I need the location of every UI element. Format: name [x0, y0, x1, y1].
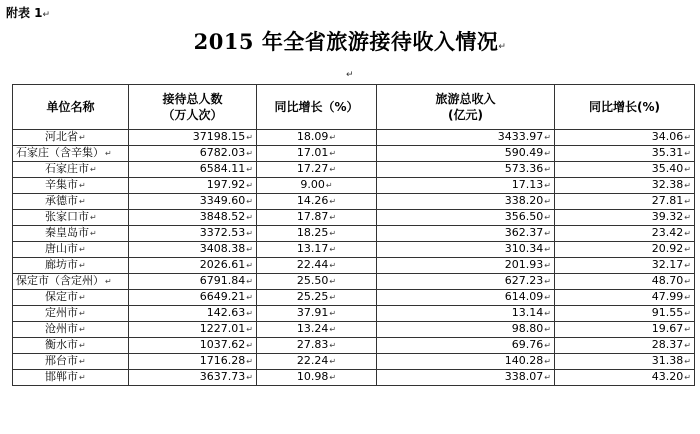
table-row	[13, 226, 695, 242]
cell-revenue: 17.13↵	[377, 178, 555, 194]
cell-visitors: 6649.21↵	[129, 290, 257, 306]
cell-revenue-growth: 91.55↵	[555, 306, 695, 322]
cell-visitors-growth: 13.17↵	[257, 242, 377, 258]
cell-revenue: 627.23↵	[377, 274, 555, 290]
cell-visitors-growth: 22.24↵	[257, 354, 377, 370]
cell-revenue: 614.09↵	[377, 290, 555, 306]
cell-revenue-growth: 34.06↵	[555, 130, 695, 146]
cell-unit-name: 石家庄（含辛集）↵	[13, 146, 129, 162]
cell-visitors: 2026.61↵	[129, 258, 257, 274]
cell-visitors-growth: 18.09↵	[257, 130, 377, 146]
cell-unit-name: 保定市（含定州）↵	[13, 274, 129, 290]
cell-revenue-growth: 31.38↵	[555, 354, 695, 370]
cell-visitors-growth: 25.25↵	[257, 290, 377, 306]
cell-visitors-growth: 17.87↵	[257, 210, 377, 226]
cell-revenue: 69.76↵	[377, 338, 555, 354]
cell-visitors: 6584.11↵	[129, 162, 257, 178]
table-row	[13, 130, 695, 146]
cell-visitors: 3349.60↵	[129, 194, 257, 210]
cell-revenue: 356.50↵	[377, 210, 555, 226]
cell-revenue: 362.37↵	[377, 226, 555, 242]
cell-visitors-growth: 17.27↵	[257, 162, 377, 178]
cell-revenue-growth: 28.37↵	[555, 338, 695, 354]
header-revenue-growth: 同比增长(%)	[555, 85, 695, 130]
cell-revenue: 590.49↵	[377, 146, 555, 162]
paragraph-mark: ↵	[346, 70, 354, 80]
cell-revenue-growth: 35.40↵	[555, 162, 695, 178]
cell-unit-name: 秦皇岛市↵	[13, 226, 129, 242]
cell-visitors: 1227.01↵	[129, 322, 257, 338]
cell-revenue: 13.14↵	[377, 306, 555, 322]
cell-visitors-growth: 13.24↵	[257, 322, 377, 338]
cell-visitors: 142.63↵	[129, 306, 257, 322]
cell-visitors-growth: 14.26↵	[257, 194, 377, 210]
table-row	[13, 210, 695, 226]
cell-visitors: 3848.52↵	[129, 210, 257, 226]
table-row	[13, 354, 695, 370]
cell-unit-name: 沧州市↵	[13, 322, 129, 338]
cell-unit-name: 辛集市↵	[13, 178, 129, 194]
cell-revenue: 338.20↵	[377, 194, 555, 210]
cell-visitors-growth: 18.25↵	[257, 226, 377, 242]
cell-revenue-growth: 23.42↵	[555, 226, 695, 242]
cell-visitors-growth: 17.01↵	[257, 146, 377, 162]
cell-visitors: 37198.15↵	[129, 130, 257, 146]
table-row	[13, 274, 695, 290]
cell-revenue: 3433.97↵	[377, 130, 555, 146]
cell-visitors: 6791.84↵	[129, 274, 257, 290]
cell-visitors: 3372.53↵	[129, 226, 257, 242]
cell-revenue-growth: 47.99↵	[555, 290, 695, 306]
cell-visitors: 3408.38↵	[129, 242, 257, 258]
tourism-revenue-table	[12, 84, 695, 386]
header-unit-name: 单位名称	[13, 85, 129, 130]
cell-visitors: 1037.62↵	[129, 338, 257, 354]
cell-revenue-growth: 39.32↵	[555, 210, 695, 226]
table-row	[13, 370, 695, 386]
cell-unit-name: 衡水市↵	[13, 338, 129, 354]
cell-revenue-growth: 35.31↵	[555, 146, 695, 162]
cell-unit-name: 廊坊市↵	[13, 258, 129, 274]
cell-revenue: 140.28↵	[377, 354, 555, 370]
cell-revenue: 338.07↵	[377, 370, 555, 386]
cell-revenue-growth: 43.20↵	[555, 370, 695, 386]
cell-visitors-growth: 27.83↵	[257, 338, 377, 354]
cell-revenue-growth: 27.81↵	[555, 194, 695, 210]
cell-revenue: 201.93↵	[377, 258, 555, 274]
cell-revenue: 573.36↵	[377, 162, 555, 178]
document-title: 2015 年全省旅游接待收入情况↵	[193, 29, 507, 54]
cell-unit-name: 保定市↵	[13, 290, 129, 306]
cell-unit-name: 石家庄市↵	[13, 162, 129, 178]
cell-revenue-growth: 20.92↵	[555, 242, 695, 258]
table-row	[13, 178, 695, 194]
appendix-label: 附表 1↵	[6, 6, 51, 20]
cell-visitors: 1716.28↵	[129, 354, 257, 370]
header-visitors: 接待总人数 （万人次）	[129, 85, 257, 130]
cell-revenue-growth: 48.70↵	[555, 274, 695, 290]
header-revenue: 旅游总收入 (亿元)	[377, 85, 555, 130]
table-row	[13, 242, 695, 258]
cell-unit-name: 唐山市↵	[13, 242, 129, 258]
cell-unit-name: 邯郸市↵	[13, 370, 129, 386]
header-row	[13, 85, 695, 130]
table-row	[13, 146, 695, 162]
cell-visitors-growth: 37.91↵	[257, 306, 377, 322]
cell-visitors-growth: 9.00↵	[257, 178, 377, 194]
table-row	[13, 306, 695, 322]
cell-visitors-growth: 25.50↵	[257, 274, 377, 290]
cell-revenue-growth: 19.67↵	[555, 322, 695, 338]
table-row	[13, 194, 695, 210]
cell-revenue: 310.34↵	[377, 242, 555, 258]
cell-revenue: 98.80↵	[377, 322, 555, 338]
cell-revenue-growth: 32.17↵	[555, 258, 695, 274]
cell-unit-name: 张家口市↵	[13, 210, 129, 226]
cell-unit-name: 承德市↵	[13, 194, 129, 210]
table-row	[13, 338, 695, 354]
cell-visitors-growth: 22.44↵	[257, 258, 377, 274]
cell-visitors: 3637.73↵	[129, 370, 257, 386]
cell-revenue-growth: 32.38↵	[555, 178, 695, 194]
table-row	[13, 162, 695, 178]
table-row	[13, 290, 695, 306]
cell-visitors: 197.92↵	[129, 178, 257, 194]
cell-unit-name: 邢台市↵	[13, 354, 129, 370]
table-row	[13, 258, 695, 274]
table-row	[13, 322, 695, 338]
header-visitors-growth: 同比增长（%）	[257, 85, 377, 130]
cell-unit-name: 河北省↵	[13, 130, 129, 146]
cell-visitors: 6782.03↵	[129, 146, 257, 162]
cell-unit-name: 定州市↵	[13, 306, 129, 322]
cell-visitors-growth: 10.98↵	[257, 370, 377, 386]
